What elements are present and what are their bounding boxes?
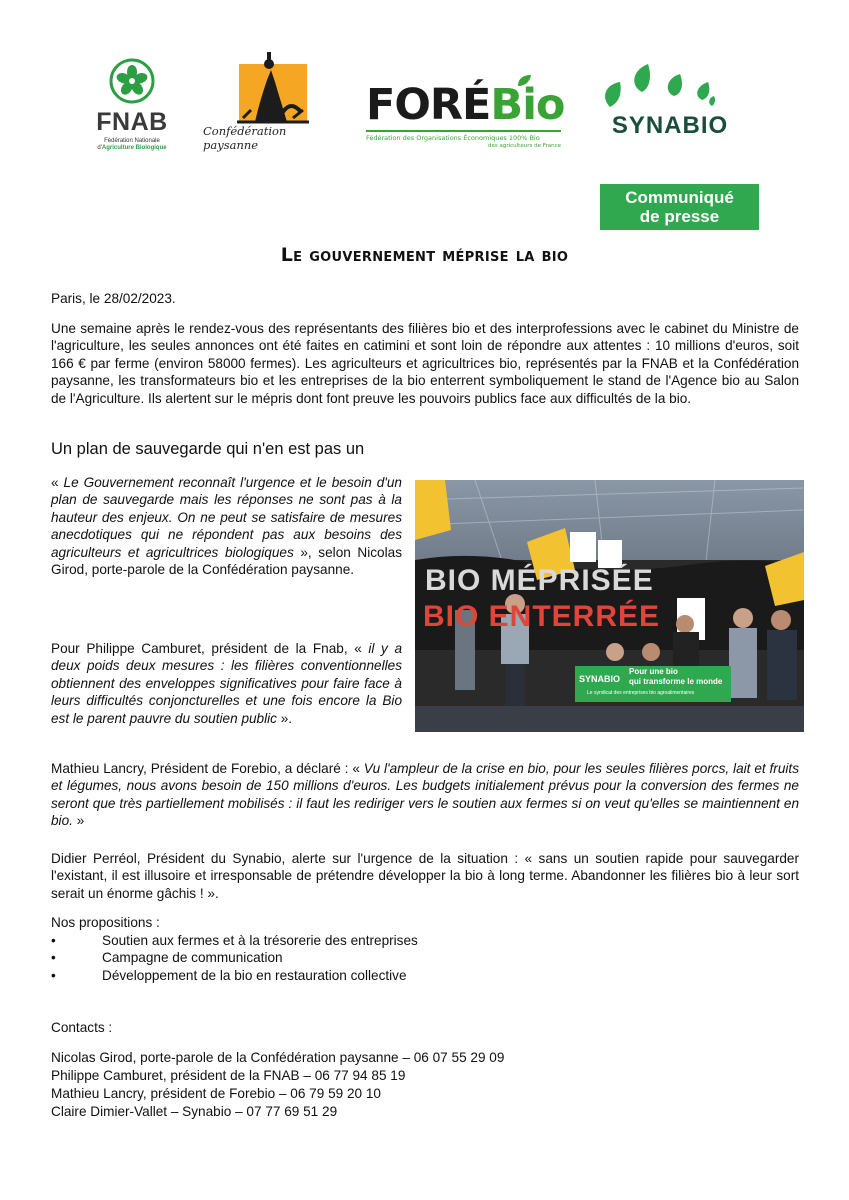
- badge-line2: de presse: [639, 207, 720, 226]
- quote-camburet: Pour Philippe Camburet, président de la Fnab, « il y a deux poids deux mesures : les filières conventionnelles obtiennent des enveloppes significatives pour faire face à leurs difficultés conjoncturelles et une fois encore la Bio est le parent pauvre du soutien public ».: [51, 641, 403, 726]
- proposals-list: [51, 932, 799, 986]
- section-heading: Un plan de sauvegarde qui n'en est pas un: [51, 440, 365, 458]
- fnab-name: FNAB: [96, 108, 168, 136]
- photo-banner-line1: BIO MÉPRISÉE: [425, 564, 654, 597]
- fnab-flower-icon: [109, 58, 155, 104]
- fnab-logo: [87, 58, 177, 158]
- bullet-icon: •: [51, 933, 56, 948]
- dateline: Paris, le 28/02/2023.: [51, 291, 176, 306]
- page-title: Le gouvernement méprise la bio: [280, 244, 569, 266]
- protest-photo: [415, 480, 804, 732]
- confederation-sun-icon: [233, 52, 313, 130]
- synabio-logo: [600, 62, 740, 142]
- photo-sign-brand: SYNABIO: [579, 674, 621, 684]
- photo-sign-line2: qui transforme le monde: [629, 677, 723, 686]
- badge-line1: Communiqué: [625, 188, 734, 207]
- contact-lancry: Mathieu Lancry, président de Forebio – 06 79 59 20 10: [51, 1086, 381, 1101]
- forebio-rule: [366, 130, 561, 132]
- list-item: • Développement de la bio en restauration collective: [51, 967, 407, 983]
- contact-camburet: Philippe Camburet, président de la FNAB – 06 77 94 85 19: [51, 1068, 406, 1083]
- communique-badge: [600, 184, 759, 230]
- photo-banner-line2: BIO ENTERRÉE: [423, 600, 661, 633]
- quote-lancry: Mathieu Lancry, Président de Forebio, a déclaré : « Vu l'ampleur de la crise en bio, pour les seules filières porcs, lait et fruits et légumes, nous avons besoin de 150 millions d'euros. Les budgets initialement prévus pour la conversion des fermes ne seront que très partiellement mobilisés : il faut les rediriger vers le soutien aux fermes si on veut qu'elles se maintiennent en bio. »: [51, 761, 799, 829]
- contacts-heading: Contacts :: [51, 1020, 113, 1035]
- forebio-logo: [366, 80, 566, 150]
- bullet-icon: •: [51, 950, 56, 966]
- forebio-subtitle: Fédération des Organisations Économiques 100% Bio: [366, 134, 540, 142]
- synabio-name: SYNABIO: [611, 112, 729, 139]
- synabio-drops-icon: [600, 62, 720, 112]
- forebio-subtitle-2: des agriculteurs de France: [488, 143, 561, 149]
- quote-girod: « Le Gouvernement reconnaît l'urgence et le besoin d'un plan de sauvegarde mais les réponses ne sont pas à la hauteur des enjeux. On ne peut se satisfaire de mesures anecdotiques qui ne répondent pas aux besoins des agriculteurs et agricultrices biologiques », selon Nicolas Girod, porte-parole de la Confédération paysanne.: [51, 475, 402, 578]
- fnab-subtitle: Fédération Nationale d'Agriculture Biologique: [97, 138, 167, 151]
- forebio-wordmark: FORÉBio: [366, 80, 565, 130]
- proposals-heading: Nos propositions :: [51, 915, 160, 930]
- contact-girod: Nicolas Girod, porte-parole de la Confédération paysanne – 06 07 55 29 09: [51, 1050, 505, 1065]
- quote-perreol: Didier Perréol, Président du Synabio, alerte sur l'urgence de la situation : « sans un soutien rapide pour sauvegarder l'existant, il est illusoire et irresponsable de prétendre développer la bio à long terme. Abandonner les filières bio à leur sort serait un énorme gâchis ! ».: [51, 851, 799, 901]
- photo-sign-line1: Pour une bio: [629, 667, 678, 676]
- list-item: • Campagne de communication: [51, 950, 283, 966]
- confederation-caption: Confédération paysanne: [203, 124, 287, 152]
- photo-sign-line3: Le syndicat des entreprises bio agroalimentaires: [587, 690, 695, 696]
- confederation-paysanne-logo: [203, 52, 343, 164]
- list-item: • Soutien aux fermes et à la trésorerie des entreprises: [51, 933, 418, 948]
- contact-dimier-vallet: Claire Dimier-Vallet – Synabio – 07 77 69 51 29: [51, 1104, 338, 1119]
- intro-paragraph: Une semaine après le rendez-vous des représentants des filières bio et des interprofessions avec le cabinet du Ministre de l'agriculture, les seules annonces ont été faites en catimini et sont loin de répondre aux attentes : 10 millions d'euros, soit 166 € par ferme (environ 58000 fermes). Les agriculteurs et agricultrices bio, représentés par la FNAB et la Confédération paysanne, les transformateurs bio et les entreprises de la bio enterrent symboliquement le stand de l'Agence bio au Salon de l'Agriculture. Ils alertent sur le mépris dont font preuve les pouvoirs publics face aux difficultés de la bio.: [51, 321, 799, 406]
- bullet-icon: •: [51, 967, 56, 983]
